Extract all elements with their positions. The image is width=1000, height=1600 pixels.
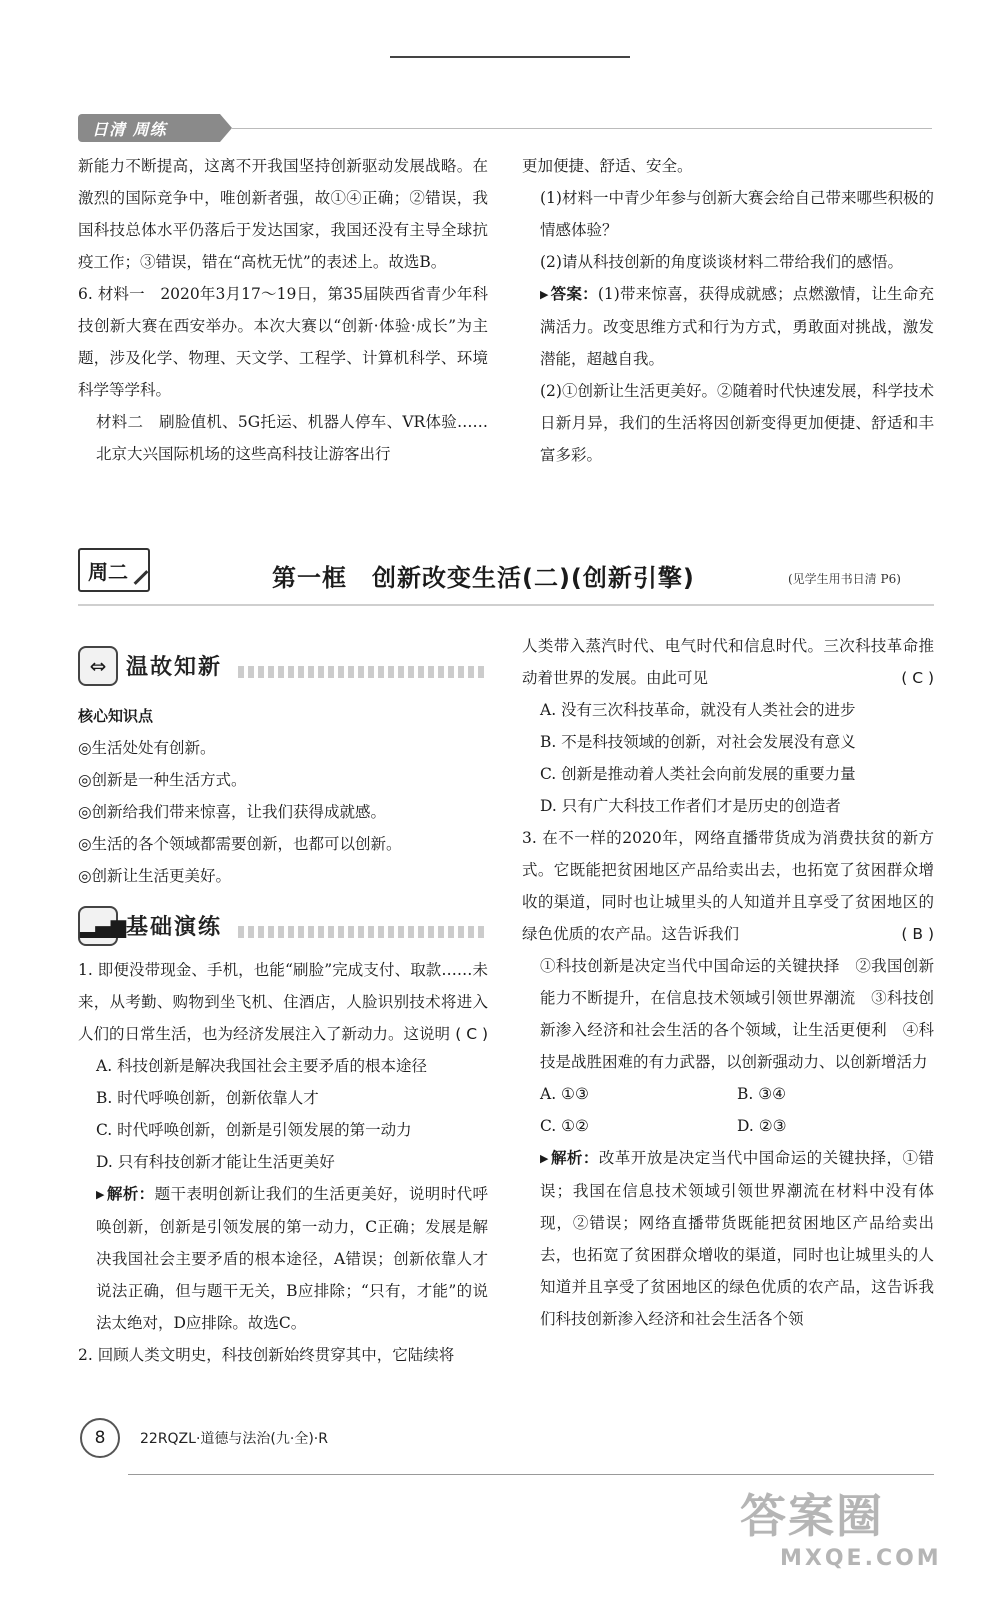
double-arrow-icon: ⇔ xyxy=(78,646,118,686)
top-rule xyxy=(390,56,630,58)
bar-chart-icon: ▂▄▆ xyxy=(78,906,118,946)
previous-answer-continuation: 新能力不断提高，这离不开我国坚持创新驱动发展战略。在激烈的国际竞争中，唯创新者强，故①④正确；②错误，我国科技总体水平仍落后于发达国家，我国还没有主导全球抗疫工作；③错误，错在“高枕无忧”的表述上。故选B。 xyxy=(78,157,488,271)
footer-line xyxy=(128,1474,934,1475)
section-rule xyxy=(78,604,934,606)
question-1-option: B. 时代呼唤创新，创新依靠人才 xyxy=(96,1089,319,1107)
material-2-continuation: 更加便捷、舒适、安全。 xyxy=(522,157,693,175)
question-2-option: C. 创新是推动着人类社会向前发展的重要力量 xyxy=(540,765,856,783)
review-heading-text: 温故知新 xyxy=(126,655,223,680)
review-heading xyxy=(78,646,248,690)
answer-tag: ▶ 答案： xyxy=(540,285,598,303)
question-1-text: 1. 即便没带现金、手机，也能“刷脸”完成支付、取款……未来，从考勤、购物到坐飞机、住酒店，人脸识别技术将进入人们的日常生活，也为经济发展注入了新动力。这说明 xyxy=(78,961,488,1043)
pen-icon xyxy=(134,570,149,585)
question-1-analysis xyxy=(78,1178,488,1339)
section-title: 第一框 创新改变生活(二)(创新引擎) xyxy=(272,564,695,592)
sub-question-2: (2)请从科技创新的角度谈谈材料二带给我们的感悟。 xyxy=(540,253,903,271)
knowledge-point: ◎创新给我们带来惊喜，让我们获得成就感。 xyxy=(78,803,387,821)
page-number: 8 xyxy=(80,1418,120,1458)
question-3-option: A. ①③ xyxy=(540,1085,589,1103)
top-left-column xyxy=(78,150,488,470)
bottom-right-column xyxy=(522,630,934,1335)
practice-heading-decor xyxy=(238,926,486,938)
question-3-text: 3. 在不一样的2020年，网络直播带货成为消费扶贫的新方式。它既能把贫困地区产品给卖出去，也拓宽了贫困群众增收的渠道，同时也让城里头的人知道并且享受了贫困地区的绿色优质的农产品。这告诉我们 xyxy=(522,829,934,943)
header-tab-arrow xyxy=(220,114,232,142)
section-day-label: 周二 xyxy=(88,560,128,584)
question-2-text: 人类带入蒸汽时代、电气时代和信息时代。三次科技革命推动着世界的发展。由此可见 xyxy=(522,637,934,687)
question-2-answer: ( C ) xyxy=(901,669,934,687)
answer-block xyxy=(522,278,934,375)
section-reference: (见学生用书日清 P6) xyxy=(788,572,901,586)
question-3-analysis-text: 改革开放是决定当代中国命运的关键抉择，①错误；我国在信息技术领域引领世界潮流在材料中没有体现，②错误；网络直播带货既能把贫困地区产品给卖出去，也拓宽了贫困群众增收的渠道，同时也让城里头的人知道并且享受了贫困地区的绿色优质的农产品，这告诉我们科技创新渗入经济和社会生活各个领 xyxy=(540,1149,934,1328)
header-line xyxy=(232,128,932,129)
sub-question-1: (1)材料一中青少年参与创新大赛会给自己带来哪些积极的情感体验？ xyxy=(540,189,934,239)
knowledge-point: ◎创新让生活更美好。 xyxy=(78,867,232,885)
question-2-stem-start: 2. 回顾人类文明史，科技创新始终贯穿其中，它陆续将 xyxy=(78,1346,455,1364)
knowledge-point: ◎创新是一种生活方式。 xyxy=(78,771,247,789)
practice-heading-text: 基础演练 xyxy=(126,915,223,940)
answer-1: (1)带来惊喜，获得成就感；点燃激情，让生命充满活力。改变思维方式和行为方式，勇敢面对挑战，激发潜能，超越自我。 xyxy=(540,285,934,368)
review-heading-decor xyxy=(238,666,486,678)
answer-2: (2)①创新让生活更美好。②随着时代快速发展，科学技术日新月异，我们的生活将因创新变得更加便捷、舒适和丰富多彩。 xyxy=(540,382,934,464)
question-2-option: D. 只有广大科技工作者们才是历史的创造者 xyxy=(540,797,841,815)
question-3-option: D. ②③ xyxy=(737,1117,787,1135)
question-1-stem xyxy=(78,954,488,1050)
practice-heading xyxy=(78,906,248,950)
top-right-column xyxy=(522,150,934,471)
analysis-tag: ▶ 解析： xyxy=(96,1185,155,1203)
question-1-option: D. 只有科技创新才能让生活更美好 xyxy=(96,1153,335,1171)
watermark-title: 答案圈 xyxy=(740,1489,884,1543)
header-tab xyxy=(78,114,228,144)
knowledge-point: ◎生活处处有创新。 xyxy=(78,739,216,757)
question-1-answer: ( C ) xyxy=(455,1025,488,1043)
knowledge-point: ◎生活的各个领域都需要创新，也都可以创新。 xyxy=(78,835,402,853)
question-3-answer: ( B ) xyxy=(901,925,934,943)
question-1-analysis-text: 题干表明创新让我们的生活更美好，说明时代呼唤创新，创新是引领发展的第一动力，C正确；发展是解决我国社会主要矛盾的根本途径，A错误；创新依靠人才说法正确，但与题干无关，B应排除；“只有，才能”的说法太绝对，D应排除。故选C。 xyxy=(96,1185,488,1332)
site-watermark xyxy=(740,1480,980,1590)
question-1-option: A. 科技创新是解决我国社会主要矛盾的根本途径 xyxy=(96,1057,428,1075)
watermark-url: MXQE.COM xyxy=(780,1546,942,1571)
question-3-options xyxy=(522,1078,934,1142)
question-3-stem xyxy=(522,822,934,950)
question-3-option: B. ③④ xyxy=(737,1085,787,1103)
header-tab-label: 日清 周练 xyxy=(92,120,167,139)
section-day-badge xyxy=(78,548,150,592)
footer-book-code: 22RQZL·道德与法治(九·全)·R xyxy=(140,1431,328,1447)
analysis-tag: ▶ 解析： xyxy=(540,1149,599,1167)
question-3-analysis xyxy=(522,1142,934,1335)
core-knowledge-title: 核心知识点 xyxy=(78,707,154,725)
question-2-option: B. 不是科技领域的创新，对社会发展没有意义 xyxy=(540,733,856,751)
question-3-items: ①科技创新是决定当代中国命运的关键抉择 ②我国创新能力不断提升，在信息技术领域引领世界潮流 ③科技创新渗入经济和社会生活的各个领域，让生活更便利 ④科技是战胜困难的有力武器，以创新强动力、以创新增活力 xyxy=(540,957,934,1071)
bottom-left-column xyxy=(78,700,488,1371)
question-3-option: C. ①② xyxy=(540,1117,589,1135)
question-6-material-2: 材料二 刷脸值机、5G托运、机器人停车、VR体验……北京大兴国际机场的这些高科技让游客出行 xyxy=(96,413,488,463)
question-2-option: A. 没有三次科技革命，就没有人类社会的进步 xyxy=(540,701,856,719)
question-6-material-1: 6. 材料一 2020年3月17～19日，第35届陕西省青少年科技创新大赛在西安举办。本次大赛以“创新·体验·成长”为主题，涉及化学、物理、天文学、工程学、计算机科学、环境科学等学科。 xyxy=(78,285,488,399)
question-1-option: C. 时代呼唤创新，创新是引领发展的第一动力 xyxy=(96,1121,412,1139)
question-2-stem xyxy=(522,630,934,694)
